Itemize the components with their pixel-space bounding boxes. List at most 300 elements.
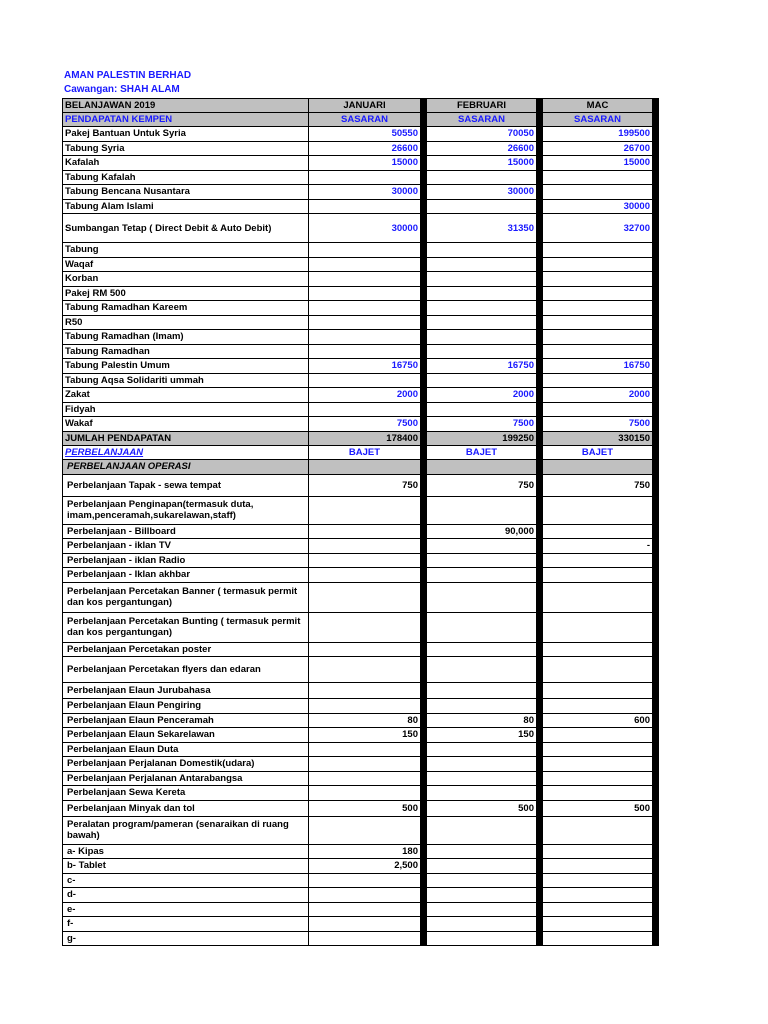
expense-row bbox=[63, 524, 659, 539]
column-separator bbox=[653, 257, 659, 272]
income-row bbox=[63, 344, 659, 359]
expense-value bbox=[427, 844, 537, 859]
income-section-title: PENDAPATAN KEMPEN bbox=[63, 113, 309, 127]
expense-row bbox=[63, 474, 659, 496]
expense-value bbox=[543, 496, 653, 524]
expense-row bbox=[63, 786, 659, 801]
income-value bbox=[427, 257, 537, 272]
income-value bbox=[427, 344, 537, 359]
column-separator bbox=[653, 185, 659, 200]
expense-row bbox=[63, 931, 659, 946]
income-value: 26700 bbox=[543, 141, 653, 156]
income-value bbox=[309, 272, 421, 287]
budget-header: BAJET bbox=[309, 445, 421, 459]
expense-value bbox=[543, 612, 653, 642]
column-separator bbox=[653, 156, 659, 171]
column-separator bbox=[653, 568, 659, 583]
expense-value bbox=[543, 844, 653, 859]
expense-row bbox=[63, 917, 659, 932]
expense-value: 500 bbox=[543, 800, 653, 816]
income-label: Tabung Syria bbox=[63, 141, 309, 156]
income-value bbox=[309, 243, 421, 258]
target-header: SASARAN bbox=[543, 113, 653, 127]
income-label: Korban bbox=[63, 272, 309, 287]
expense-row bbox=[63, 742, 659, 757]
income-value bbox=[309, 330, 421, 345]
expense-value: 500 bbox=[427, 800, 537, 816]
budget-header: BAJET bbox=[543, 445, 653, 459]
expense-label: f- bbox=[63, 917, 309, 932]
expense-value bbox=[309, 582, 421, 612]
income-label: Tabung Kafalah bbox=[63, 170, 309, 185]
income-row bbox=[63, 272, 659, 287]
column-separator bbox=[653, 431, 659, 445]
income-value: 26600 bbox=[309, 141, 421, 156]
expense-label: Perbelanjaan - iklan Radio bbox=[63, 553, 309, 568]
expense-value bbox=[543, 902, 653, 917]
income-value: 2000 bbox=[309, 388, 421, 403]
income-value: 2000 bbox=[543, 388, 653, 403]
income-value bbox=[427, 402, 537, 417]
expense-value bbox=[309, 539, 421, 554]
expense-value: 180 bbox=[309, 844, 421, 859]
expense-value: 150 bbox=[309, 728, 421, 743]
expense-value bbox=[309, 612, 421, 642]
column-separator bbox=[653, 757, 659, 772]
income-row bbox=[63, 170, 659, 185]
income-row bbox=[63, 127, 659, 142]
expense-value bbox=[427, 873, 537, 888]
income-label: Tabung Aqsa Solidariti ummah bbox=[63, 373, 309, 388]
expense-label: Perbelanjaan - Billboard bbox=[63, 524, 309, 539]
expense-value bbox=[309, 902, 421, 917]
expense-label: Perbelanjaan - iklan TV bbox=[63, 539, 309, 554]
income-value bbox=[543, 315, 653, 330]
income-row bbox=[63, 214, 659, 243]
income-value: 15000 bbox=[309, 156, 421, 171]
income-value: 199500 bbox=[543, 127, 653, 142]
expense-value bbox=[309, 683, 421, 699]
expense-value bbox=[427, 771, 537, 786]
expense-value bbox=[543, 742, 653, 757]
income-label: Tabung bbox=[63, 243, 309, 258]
expense-value bbox=[427, 699, 537, 714]
income-value bbox=[543, 330, 653, 345]
expense-row bbox=[63, 683, 659, 699]
column-separator bbox=[653, 474, 659, 496]
expense-value bbox=[543, 553, 653, 568]
expense-row bbox=[63, 859, 659, 874]
column-separator bbox=[653, 683, 659, 699]
expense-value bbox=[543, 642, 653, 657]
income-value: 15000 bbox=[427, 156, 537, 171]
expense-label: Perbelanjaan Elaun Pengiring bbox=[63, 699, 309, 714]
income-value bbox=[427, 170, 537, 185]
expense-value bbox=[309, 931, 421, 946]
income-label: Pakej Bantuan Untuk Syria bbox=[63, 127, 309, 142]
expense-value bbox=[543, 728, 653, 743]
empty-cell bbox=[309, 459, 421, 474]
expense-value bbox=[309, 873, 421, 888]
income-value: 31350 bbox=[427, 214, 537, 243]
budget-header: BAJET bbox=[427, 445, 537, 459]
expense-value bbox=[427, 917, 537, 932]
expense-row bbox=[63, 612, 659, 642]
column-separator bbox=[653, 417, 659, 432]
expense-label: Perbelanjaan Percetakan Banner ( termasuk permit dan kos pergantungan) bbox=[63, 582, 309, 612]
expense-value bbox=[543, 757, 653, 772]
expense-value bbox=[309, 642, 421, 657]
income-label: Tabung Ramadhan bbox=[63, 344, 309, 359]
income-value bbox=[543, 402, 653, 417]
expense-subheader-row bbox=[63, 459, 659, 474]
expense-value bbox=[427, 582, 537, 612]
target-header: SASARAN bbox=[427, 113, 537, 127]
expense-row bbox=[63, 642, 659, 657]
income-label: Waqaf bbox=[63, 257, 309, 272]
expense-row bbox=[63, 539, 659, 554]
total-income-value: 330150 bbox=[543, 431, 653, 445]
income-value: 15000 bbox=[543, 156, 653, 171]
expense-row bbox=[63, 728, 659, 743]
income-value: 30000 bbox=[543, 199, 653, 214]
column-separator bbox=[653, 728, 659, 743]
expense-row bbox=[63, 902, 659, 917]
income-value bbox=[543, 185, 653, 200]
expense-value bbox=[543, 582, 653, 612]
expense-row bbox=[63, 873, 659, 888]
expense-row bbox=[63, 582, 659, 612]
column-separator bbox=[653, 800, 659, 816]
income-value bbox=[543, 286, 653, 301]
expense-value bbox=[543, 683, 653, 699]
expense-value bbox=[309, 699, 421, 714]
income-value bbox=[427, 315, 537, 330]
expense-label: Perbelanjaan Penginapan(termasuk duta, imam,penceramah,sukarelawan,staff) bbox=[63, 496, 309, 524]
column-separator bbox=[653, 873, 659, 888]
expense-label: d- bbox=[63, 888, 309, 903]
column-separator bbox=[653, 243, 659, 258]
expense-value bbox=[309, 742, 421, 757]
expense-value bbox=[543, 888, 653, 903]
expense-label: Perbelanjaan - Iklan akhbar bbox=[63, 568, 309, 583]
column-separator bbox=[653, 388, 659, 403]
column-separator bbox=[653, 373, 659, 388]
income-row bbox=[63, 243, 659, 258]
income-row bbox=[63, 373, 659, 388]
column-separator bbox=[653, 539, 659, 554]
income-value bbox=[309, 373, 421, 388]
income-value bbox=[543, 257, 653, 272]
expense-label: Perbelanjaan Perjalanan Antarabangsa bbox=[63, 771, 309, 786]
column-separator bbox=[653, 359, 659, 374]
expense-value bbox=[427, 496, 537, 524]
column-separator bbox=[653, 141, 659, 156]
income-value bbox=[543, 344, 653, 359]
income-row bbox=[63, 388, 659, 403]
income-value bbox=[309, 344, 421, 359]
income-row bbox=[63, 257, 659, 272]
income-row bbox=[63, 359, 659, 374]
income-label: Sumbangan Tetap ( Direct Debit & Auto Debit) bbox=[63, 214, 309, 243]
expense-label: Perbelanjaan Elaun Sekarelawan bbox=[63, 728, 309, 743]
income-value bbox=[543, 272, 653, 287]
income-value: 2000 bbox=[427, 388, 537, 403]
column-separator bbox=[653, 113, 659, 127]
column-separator bbox=[653, 612, 659, 642]
income-value: 16750 bbox=[427, 359, 537, 374]
income-value bbox=[309, 286, 421, 301]
column-separator bbox=[653, 582, 659, 612]
column-separator bbox=[653, 888, 659, 903]
expense-value bbox=[427, 859, 537, 874]
expense-value bbox=[543, 917, 653, 932]
income-value: 7500 bbox=[427, 417, 537, 432]
column-separator bbox=[653, 301, 659, 316]
expense-value bbox=[309, 757, 421, 772]
expense-value bbox=[427, 642, 537, 657]
expense-value bbox=[309, 568, 421, 583]
income-label: Tabung Ramadhan (Imam) bbox=[63, 330, 309, 345]
expense-value bbox=[309, 816, 421, 844]
column-separator bbox=[653, 642, 659, 657]
income-value bbox=[309, 402, 421, 417]
total-income-value: 178400 bbox=[309, 431, 421, 445]
expense-value bbox=[427, 931, 537, 946]
expense-value bbox=[543, 931, 653, 946]
expense-value bbox=[309, 657, 421, 683]
expense-label: g- bbox=[63, 931, 309, 946]
income-value: 70050 bbox=[427, 127, 537, 142]
expense-row bbox=[63, 816, 659, 844]
total-income-value: 199250 bbox=[427, 431, 537, 445]
budget-table bbox=[62, 98, 659, 946]
expense-label: Perbelanjaan Percetakan Bunting ( termasuk permit dan kos pergantungan) bbox=[63, 612, 309, 642]
income-value bbox=[309, 301, 421, 316]
expense-value bbox=[427, 657, 537, 683]
column-separator bbox=[653, 771, 659, 786]
expense-label: Perbelanjaan Minyak dan tol bbox=[63, 800, 309, 816]
month-header: FEBRUARI bbox=[427, 99, 537, 113]
budget-title: BELANJAWAN 2019 bbox=[63, 99, 309, 113]
expense-label: a- Kipas bbox=[63, 844, 309, 859]
income-label: Zakat bbox=[63, 388, 309, 403]
income-value: 7500 bbox=[543, 417, 653, 432]
income-value bbox=[309, 199, 421, 214]
income-value: 32700 bbox=[543, 214, 653, 243]
income-label: Wakaf bbox=[63, 417, 309, 432]
expense-value bbox=[427, 612, 537, 642]
income-value bbox=[543, 170, 653, 185]
expense-label: Perbelanjaan Percetakan poster bbox=[63, 642, 309, 657]
column-separator bbox=[653, 445, 659, 459]
expense-row bbox=[63, 844, 659, 859]
expense-row bbox=[63, 757, 659, 772]
income-value bbox=[543, 243, 653, 258]
expense-value bbox=[427, 888, 537, 903]
income-header-row bbox=[63, 113, 659, 127]
expense-value: 80 bbox=[427, 713, 537, 728]
expense-label: e- bbox=[63, 902, 309, 917]
expense-value: 150 bbox=[427, 728, 537, 743]
expense-row bbox=[63, 657, 659, 683]
expense-value bbox=[543, 873, 653, 888]
income-row bbox=[63, 402, 659, 417]
income-value bbox=[427, 301, 537, 316]
expense-label: Perbelanjaan Perjalanan Domestik(udara) bbox=[63, 757, 309, 772]
expense-label: b- Tablet bbox=[63, 859, 309, 874]
expense-label: Perbelanjaan Percetakan flyers dan edaran bbox=[63, 657, 309, 683]
expense-value bbox=[543, 657, 653, 683]
expense-value: 500 bbox=[309, 800, 421, 816]
income-value: 16750 bbox=[309, 359, 421, 374]
column-separator bbox=[653, 844, 659, 859]
total-income-row bbox=[63, 431, 659, 445]
expense-row bbox=[63, 568, 659, 583]
income-label: Tabung Palestin Umum bbox=[63, 359, 309, 374]
expense-value bbox=[543, 771, 653, 786]
expense-value bbox=[543, 699, 653, 714]
expense-value bbox=[427, 902, 537, 917]
target-header: SASARAN bbox=[309, 113, 421, 127]
branch-name: Cawangan: SHAH ALAM bbox=[64, 84, 180, 95]
column-separator bbox=[653, 459, 659, 474]
expense-label: Perbelanjaan Elaun Jurubahasa bbox=[63, 683, 309, 699]
income-value bbox=[427, 373, 537, 388]
expense-row bbox=[63, 800, 659, 816]
income-value bbox=[427, 286, 537, 301]
empty-cell bbox=[543, 459, 653, 474]
expense-value bbox=[427, 553, 537, 568]
expense-value: 90,000 bbox=[427, 524, 537, 539]
organization-name: AMAN PALESTIN BERHAD bbox=[64, 70, 192, 81]
expense-row bbox=[63, 699, 659, 714]
income-row bbox=[63, 301, 659, 316]
expense-value bbox=[543, 568, 653, 583]
column-separator bbox=[653, 524, 659, 539]
expense-value bbox=[543, 786, 653, 801]
column-separator bbox=[653, 657, 659, 683]
income-value bbox=[427, 272, 537, 287]
column-separator bbox=[653, 330, 659, 345]
column-separator bbox=[653, 931, 659, 946]
expense-value bbox=[543, 816, 653, 844]
expense-value bbox=[543, 524, 653, 539]
expense-row bbox=[63, 713, 659, 728]
expense-value bbox=[427, 683, 537, 699]
expense-label: Peralatan program/pameran (senaraikan di ruang bawah) bbox=[63, 816, 309, 844]
income-label: Fidyah bbox=[63, 402, 309, 417]
income-value bbox=[309, 257, 421, 272]
expense-subsection-title: PERBELANJAAN OPERASI bbox=[63, 459, 309, 474]
expense-label: Perbelanjaan Sewa Kereta bbox=[63, 786, 309, 801]
income-label: Tabung Ramadhan Kareem bbox=[63, 301, 309, 316]
expense-value bbox=[309, 771, 421, 786]
income-label: Tabung Alam Islami bbox=[63, 199, 309, 214]
income-label: Tabung Bencana Nusantara bbox=[63, 185, 309, 200]
expense-row bbox=[63, 771, 659, 786]
column-separator bbox=[653, 496, 659, 524]
income-row bbox=[63, 417, 659, 432]
column-separator bbox=[653, 127, 659, 142]
income-value: 26600 bbox=[427, 141, 537, 156]
income-value bbox=[427, 330, 537, 345]
column-separator bbox=[653, 286, 659, 301]
expense-value bbox=[309, 888, 421, 903]
column-separator bbox=[653, 315, 659, 330]
expense-value bbox=[427, 742, 537, 757]
expense-value bbox=[427, 786, 537, 801]
column-separator bbox=[653, 816, 659, 844]
total-income-label: JUMLAH PENDAPATAN bbox=[63, 431, 309, 445]
expense-value bbox=[309, 786, 421, 801]
income-row bbox=[63, 156, 659, 171]
expense-value bbox=[309, 524, 421, 539]
income-row bbox=[63, 141, 659, 156]
expense-label: Perbelanjaan Elaun Duta bbox=[63, 742, 309, 757]
expense-value: 80 bbox=[309, 713, 421, 728]
expense-value bbox=[543, 859, 653, 874]
column-separator bbox=[653, 742, 659, 757]
income-value: 50550 bbox=[309, 127, 421, 142]
month-header: JANUARI bbox=[309, 99, 421, 113]
income-row bbox=[63, 185, 659, 200]
column-separator bbox=[653, 402, 659, 417]
expense-value bbox=[309, 553, 421, 568]
column-separator bbox=[653, 214, 659, 243]
column-separator bbox=[653, 859, 659, 874]
income-value: 30000 bbox=[309, 185, 421, 200]
expense-value bbox=[309, 496, 421, 524]
expense-value bbox=[427, 757, 537, 772]
column-separator bbox=[653, 713, 659, 728]
income-value bbox=[427, 243, 537, 258]
income-row bbox=[63, 330, 659, 345]
expense-value: 600 bbox=[543, 713, 653, 728]
expense-value: 750 bbox=[427, 474, 537, 496]
column-separator bbox=[653, 99, 659, 113]
expense-value: 2,500 bbox=[309, 859, 421, 874]
expense-value bbox=[427, 816, 537, 844]
column-separator bbox=[653, 699, 659, 714]
income-value bbox=[309, 170, 421, 185]
column-separator bbox=[653, 272, 659, 287]
column-separator bbox=[653, 917, 659, 932]
income-value bbox=[427, 199, 537, 214]
expense-value: 750 bbox=[309, 474, 421, 496]
column-separator bbox=[653, 199, 659, 214]
expense-value bbox=[309, 917, 421, 932]
expense-value bbox=[427, 568, 537, 583]
income-label: Kafalah bbox=[63, 156, 309, 171]
income-value: 7500 bbox=[309, 417, 421, 432]
expense-value bbox=[427, 539, 537, 554]
expense-label: c- bbox=[63, 873, 309, 888]
column-separator bbox=[653, 170, 659, 185]
column-separator bbox=[653, 553, 659, 568]
expense-section-title: PERBELANJAAN bbox=[63, 445, 309, 459]
expense-row bbox=[63, 888, 659, 903]
expense-label: Perbelanjaan Tapak - sewa tempat bbox=[63, 474, 309, 496]
income-row bbox=[63, 199, 659, 214]
empty-cell bbox=[427, 459, 537, 474]
income-label: Pakej RM 500 bbox=[63, 286, 309, 301]
income-value: 30000 bbox=[309, 214, 421, 243]
month-header-row bbox=[63, 99, 659, 113]
income-row bbox=[63, 315, 659, 330]
expense-header-row bbox=[63, 445, 659, 459]
month-header: MAC bbox=[543, 99, 653, 113]
